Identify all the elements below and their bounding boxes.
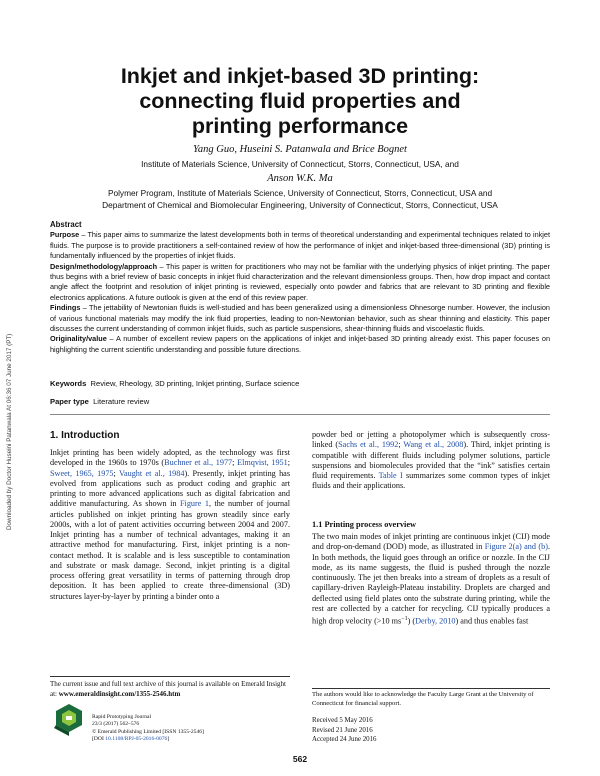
text-run: ). Third, inkjet printing is compatible with different fluids including polymer solutions, particle suspensions and biomolecules provided that the “ink” satisfies certain fluid requirements. bbox=[312, 440, 550, 480]
footer-rule bbox=[50, 676, 290, 677]
abstract-findings bbox=[50, 303, 550, 334]
abstract-heading: Abstract bbox=[50, 220, 82, 229]
keywords bbox=[50, 379, 299, 388]
text-run: ) and thus enables fast bbox=[455, 616, 529, 626]
text-run: . In both methods, the liquid goes through an orifice or nozzle. In the CIJ mode, as its name suggests, the fluid is pushed through the nozzle continuously. The jet then breaks into a stream of droplets as a result of capillary-driven Rayleigh-Plateau instability. Droplets are charged and deflected using field plates onto the substrate during printing, while the rest are collected by a catcher for recycling. CIJ typically produces a high drop velocity (>10 ms bbox=[312, 542, 550, 626]
keywords-label: Keywords bbox=[50, 379, 87, 388]
page-number: 562 bbox=[292, 754, 308, 764]
design-label: Design/methodology/approach bbox=[50, 261, 158, 271]
paper-type bbox=[50, 397, 149, 406]
abstract-design bbox=[50, 262, 550, 304]
keywords-text: Review, Rheology, 3D printing, Inkjet printing, Surface science bbox=[90, 379, 300, 388]
purpose-label: Purpose bbox=[50, 230, 80, 240]
right-column-paragraph bbox=[312, 430, 550, 492]
abstract-purpose bbox=[50, 230, 550, 261]
citation-link[interactable]: Wang et al., 2008 bbox=[403, 440, 464, 450]
publisher-line: © Emerald Publishing Limited [ISSN 1355-2546] bbox=[92, 728, 204, 735]
text-run: , the number of journal articles published on inkjet printing has grown steadily since early 2000s, with a lot of patent activities occurring between 2004 and 2007. Inkjet printing has a number of technical advantages, making it an attractive method for manufacturing. First, inkjet printing is a non-contact method. It is scalable and is less susceptible to contamination and substrate or mask damage. Second, inkjet printing is a digital process offering great versatility in terms of patterning through drop deposition. It has been applied to create three-dimensional (3D) structures layer-by-layer by printing a binder onto a bbox=[50, 499, 290, 601]
text-run: ; bbox=[398, 440, 404, 450]
section-heading-introduction: 1. Introduction bbox=[50, 430, 120, 441]
text-run: ] bbox=[167, 735, 170, 742]
paper-type-label: Paper type bbox=[50, 397, 89, 406]
received-date: Received 5 May 2016 bbox=[312, 717, 373, 724]
text-run: The two main modes of inkjet printing are continuous inkjet (CIJ) mode and drop-on-demand (DOD) mode, as illustrated in bbox=[312, 532, 550, 552]
purpose-text: – This paper aims to summarize the latest developments both in terms of theoretical understanding and experimental techniques related to inkjet fluids. The purpose is to provide practitioners a self-contained review of how the performance of inkjet and inkjet-based three-dimensional (3D) printing is fundamentally influenced by the properties of inkjet fluids. bbox=[50, 230, 550, 261]
findings-text: – The jettability of Newtonian fluids is well-studied and has been generalized using a dimensionless Ohnesorge number. However, the inclusion of various functional materials may modify the ink fluid properties, leading to non-Newtonian behavior, such as shear thinning and elasticity. This paper discusses the current understanding of common inkjet fluids, such as particle suspensions, shear-thinning fluids and viscoelastic fluids. bbox=[50, 303, 550, 334]
authors-1: Yang Guo, Huseini S. Patanwala and Brice Bognet bbox=[193, 144, 407, 155]
text-run: Inkjet printing has been widely adopted, as the technology was first developed in the 1960s to 1970s ( bbox=[50, 448, 290, 468]
acknowledgement: The authors would like to acknowledge the Faculty Large Grant at the University of Connecticut for financial support. bbox=[312, 691, 534, 707]
table-link[interactable]: Table I bbox=[378, 471, 403, 480]
originality-label: Originality/value bbox=[50, 334, 107, 344]
revised-date: Revised 21 June 2016 bbox=[312, 726, 373, 734]
intro-paragraph bbox=[50, 448, 290, 602]
citation-link[interactable]: Buchner et al., 1977 bbox=[164, 458, 233, 468]
journal-volume: 23/3 (2017) 562–576 bbox=[92, 721, 140, 728]
download-note bbox=[2, 270, 22, 530]
paper-title bbox=[60, 64, 540, 139]
text-run: summarizes some common types of inkjet fluids and their applications. bbox=[312, 471, 551, 491]
originality-text: – A number of excellent review papers on the applications of inkjet and inkjet-based 3D printing already exist. This paper focuses on highlighting the current scientific understanding and possible future directions. bbox=[50, 334, 550, 354]
dates bbox=[312, 716, 550, 745]
affiliation-2b: Department of Chemical and Biomolecular Engineering, University of Connecticut, Storrs, Connecticut, USA bbox=[102, 200, 498, 210]
citation-link[interactable]: Vaught et al., 1984 bbox=[118, 468, 185, 478]
authors-2: Anson W.K. Ma bbox=[267, 173, 333, 184]
accepted-date: Accepted 24 June 2016 bbox=[312, 736, 377, 744]
subsection-heading: 1.1 Printing process overview bbox=[312, 520, 417, 529]
abstract-divider bbox=[50, 414, 550, 415]
citation-link[interactable]: Sweet, 1965, 1975 bbox=[50, 468, 114, 478]
archive-url[interactable]: www.emeraldinsight.com/1355-2546.htm bbox=[58, 689, 181, 698]
superscript: −1 bbox=[401, 616, 408, 622]
title-line: printing performance bbox=[191, 114, 409, 138]
text-run: ; bbox=[232, 458, 238, 468]
journal-name: Rapid Prototyping Journal bbox=[92, 714, 152, 720]
findings-label: Findings bbox=[50, 303, 81, 313]
citation-link[interactable]: Derby, 2010 bbox=[415, 616, 456, 626]
doi-link[interactable]: 10.1108/RPJ-05-2016-0076 bbox=[105, 735, 168, 742]
text-run: ; bbox=[113, 468, 119, 478]
citation-link[interactable]: Elmqvist, 1951 bbox=[237, 458, 288, 468]
abstract bbox=[50, 220, 550, 355]
emerald-logo-icon bbox=[52, 703, 86, 737]
title-line: connecting fluid properties and bbox=[139, 89, 461, 113]
figure-link[interactable]: Figure 2(a) and (b) bbox=[484, 542, 548, 552]
affiliation-1: Institute of Materials Science, University of Connecticut, Storrs, Connecticut, USA, and bbox=[141, 159, 459, 169]
text-run: [DOI bbox=[92, 735, 106, 742]
title-line: Inkjet and inkjet-based 3D printing: bbox=[120, 64, 480, 88]
text-run: powder bed or jetting a photopolymer which is subsequently cross-linked ( bbox=[312, 430, 550, 450]
text-run: ; bbox=[287, 458, 291, 468]
affiliation-2a: Polymer Program, Institute of Materials Science, University of Connecticut, Storrs, Connecticut, USA and bbox=[107, 188, 493, 198]
text-run: ) ( bbox=[407, 616, 416, 626]
text-run: ). Presently, inkjet printing has evolved from applications such as product coding and graphic art printing to more advanced applications such as digital fabrication and additive manufacturing. As shown in bbox=[50, 468, 291, 509]
download-note-text: Downloaded by Doctor Huseini Patanwala At 06:36 07 June 2017 (PT) bbox=[6, 333, 13, 530]
paper-type-text: Literature review bbox=[93, 397, 150, 406]
abstract-originality bbox=[50, 334, 550, 355]
doi-line bbox=[92, 736, 292, 743]
citation-link[interactable]: Sachs et al., 1992 bbox=[338, 440, 399, 450]
archive-note bbox=[50, 680, 290, 699]
archive-note-text: The current issue and full text archive of this journal is available on Emerald Insight at: bbox=[50, 680, 286, 698]
figure-link[interactable]: Figure 1 bbox=[180, 499, 209, 509]
printing-overview-paragraph bbox=[312, 532, 550, 627]
design-text: – This paper is written for practitioners who may not be familiar with the underlying physics of inkjet printing. The paper thus begins with a brief review of basic concepts in inkjet fluid characterization and the relevant dimensionless groups. Then, how drop impact and contact angle affect the footprint and resolution of inkjet printing is reviewed, especially onto powder and fabrics that are relevant to 3D printing and flexible electronics applications. A future outlook is given at the end of this review paper. bbox=[50, 261, 550, 302]
journal-info bbox=[92, 714, 292, 743]
footnote-rule bbox=[312, 688, 550, 689]
